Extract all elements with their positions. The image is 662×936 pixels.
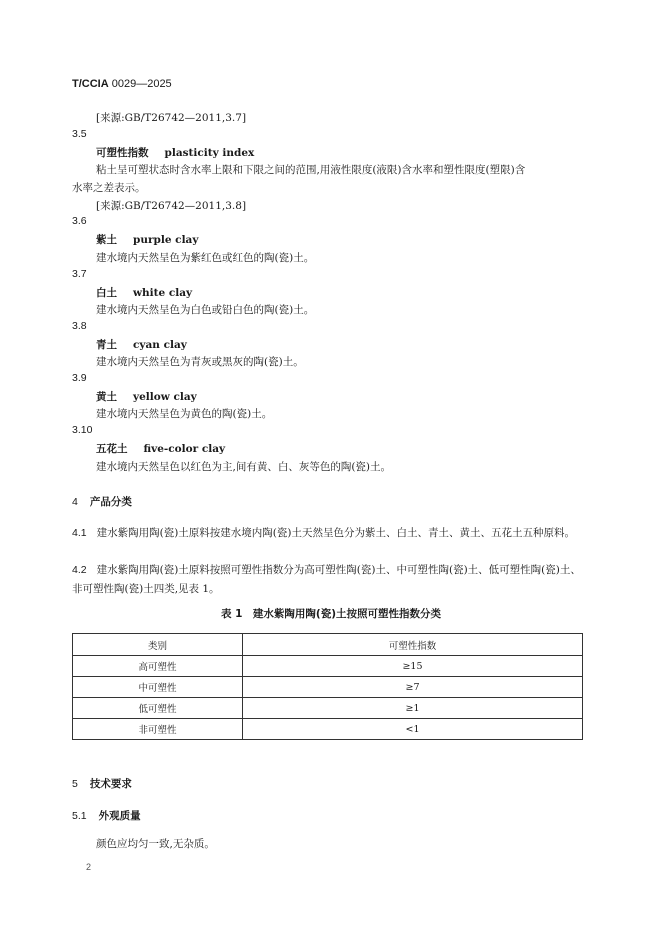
term-definition: 建水境内天然呈色为青灰或黑灰的陶(瓷)土。 <box>96 356 304 368</box>
table-row <box>73 698 583 719</box>
term-heading: 黄土 yellow clay <box>96 391 197 403</box>
table-row <box>73 677 583 698</box>
clause-number: 3.10 <box>72 424 93 436</box>
clause-number: 3.9 <box>72 372 87 384</box>
term-heading: 可塑性指数 plasticity index <box>96 147 255 159</box>
table-cell: ≥7 <box>243 677 583 698</box>
table-header-row <box>73 634 583 656</box>
subsection-heading: 5.1 外观质量 <box>72 810 141 822</box>
document-code: T/CCIA 0029—2025 <box>72 78 172 90</box>
term-heading: 白土 white clay <box>96 287 193 299</box>
column-header: 类别 <box>73 634 243 656</box>
table-cell: 非可塑性 <box>73 719 243 740</box>
clause-4-2: 4.2 建水紫陶用陶(瓷)土原料按照可塑性指数分为高可塑性陶(瓷)土、中可塑性陶(瓷)土、低可塑性陶(瓷)土、非可塑性陶(瓷)土四类,见表 1。 <box>72 564 581 595</box>
clause-number: 3.6 <box>72 215 87 227</box>
classification-table <box>72 633 583 740</box>
clause-number: 3.8 <box>72 320 87 332</box>
term-definition: 建水境内天然呈色以红色为主,间有黄、白、灰等色的陶(瓷)土。 <box>96 461 392 473</box>
table-cell: 中可塑性 <box>73 677 243 698</box>
table-row <box>73 719 583 740</box>
table-caption: 表 1 建水紫陶用陶(瓷)土按照可塑性指数分类 <box>220 608 442 620</box>
page-number: 2 <box>86 862 92 872</box>
table-cell: 低可塑性 <box>73 698 243 719</box>
table-row <box>73 656 583 677</box>
source-reference: [来源:GB/T26742—2011,3.7] <box>96 112 247 124</box>
term-definition: 建水境内天然呈色为紫红色或红色的陶(瓷)土。 <box>96 252 315 264</box>
term-definition-cont: 水率之差表示。 <box>72 182 146 194</box>
source-reference: [来源:GB/T26742—2011,3.8] <box>96 200 247 212</box>
term-heading: 青土 cyan clay <box>96 339 187 351</box>
table-cell: ≥1 <box>243 698 583 719</box>
term-definition: 粘土呈可塑状态时含水率上限和下限之间的范围,用液性限度(液限)含水率和塑性限度(塑限)含 <box>96 164 526 176</box>
term-heading: 五花土 five-color clay <box>96 443 226 455</box>
term-heading: 紫土 purple clay <box>96 234 199 246</box>
clause-number: 3.5 <box>72 128 87 140</box>
table-cell: 高可塑性 <box>73 656 243 677</box>
section-heading: 5 技术要求 <box>72 778 132 790</box>
term-definition: 建水境内天然呈色为黄色的陶(瓷)土。 <box>96 408 273 420</box>
column-header: 可塑性指数 <box>243 634 583 656</box>
section-heading: 4 产品分类 <box>72 496 132 508</box>
clause-number: 3.7 <box>72 268 87 280</box>
table-cell: ≥15 <box>243 656 583 677</box>
clause-4-1: 4.1 建水紫陶用陶(瓷)土原料按建水境内陶(瓷)土天然呈色分为紫土、白土、青土、黄土、五花土五种原料。 <box>72 527 575 539</box>
table-cell: <1 <box>243 719 583 740</box>
clause-5-1-text: 颜色应均匀一致,无杂质。 <box>96 838 215 850</box>
term-definition: 建水境内天然呈色为白色或铅白色的陶(瓷)土。 <box>96 304 315 316</box>
